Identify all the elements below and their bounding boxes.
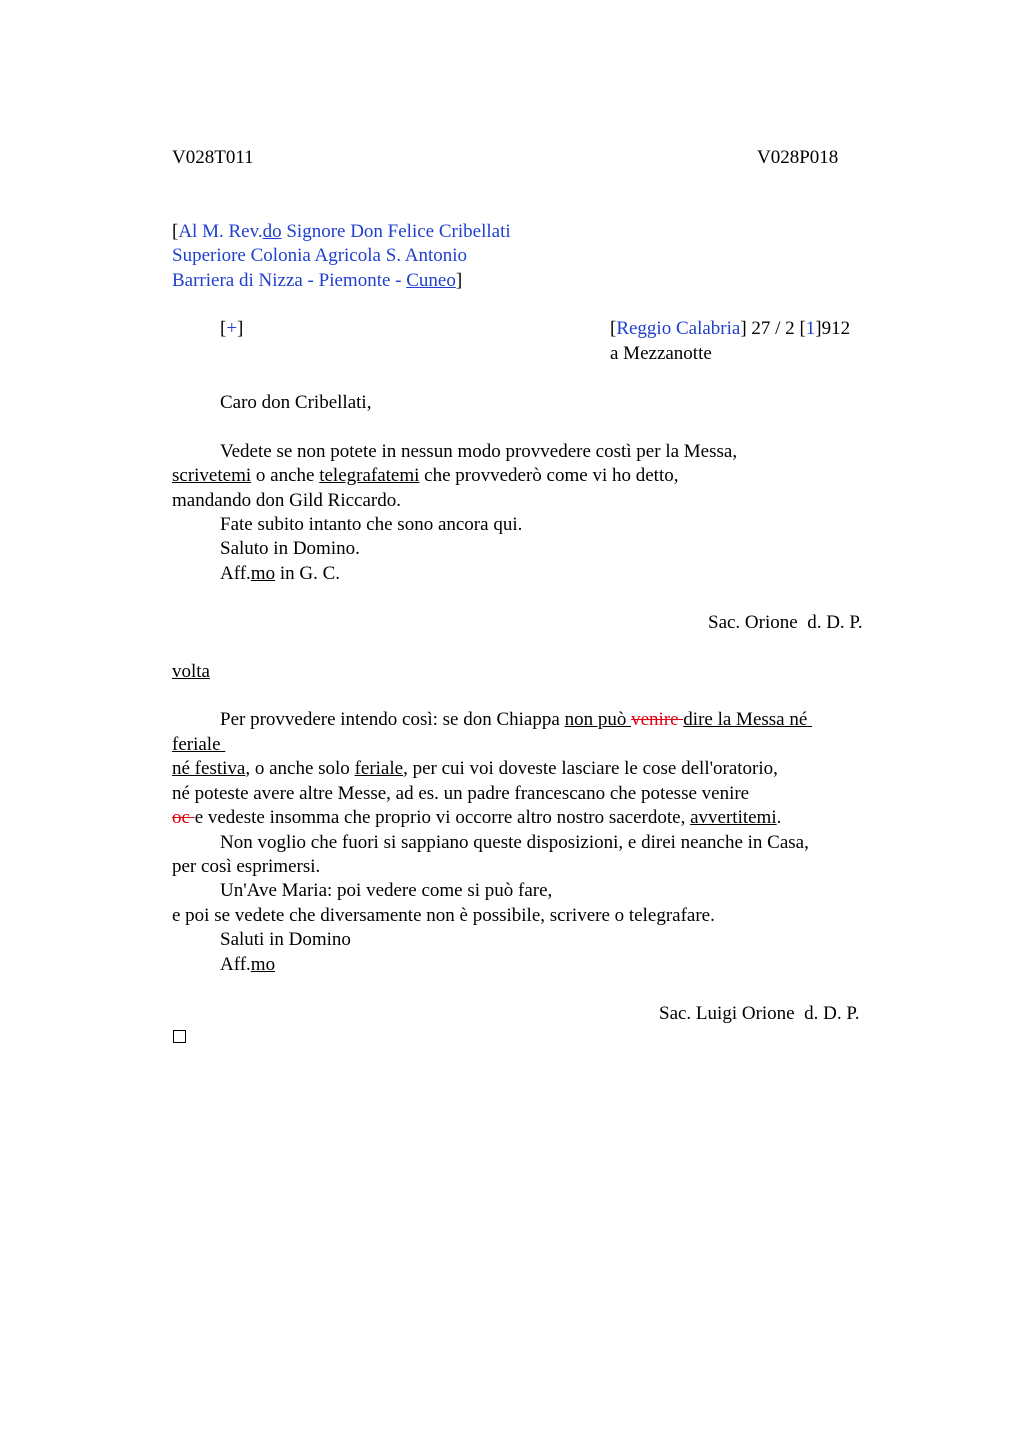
letter2-line: né festiva, o anche solo feriale, per cui voi doveste lasciare le cose dell'oratorio, — [172, 758, 778, 779]
letter2-line: Non voglio che fuori si sappiano queste disposizioni, e direi neanche in Casa, — [220, 832, 809, 853]
letter1-line: scrivetemi o anche telegrafatemi che provvederò come vi ho detto, — [172, 465, 679, 486]
letter2-line: Saluti in Domino — [220, 929, 351, 950]
signature-1: Sac. Orione d. D. P. — [708, 612, 863, 633]
letter2-closing: Aff.mo — [220, 954, 276, 975]
letter2-line: oc e vedeste insomma che proprio vi occorre altro nostro sacerdote, avvertitemi. — [172, 807, 782, 828]
salutation: Caro don Cribellati, — [220, 392, 372, 413]
letter2-line: feriale — [172, 734, 221, 755]
turn-note: volta — [172, 661, 210, 682]
dateline: [Reggio Calabria] 27 / 2 [1]912 — [610, 318, 851, 339]
address-line-1: [Al M. Rev.do Signore Don Felice Cribellati — [172, 221, 511, 242]
letter1-line: mandando don Gild Riccardo. — [172, 490, 402, 511]
letter2-line: e poi se vedete che diversamente non è possibile, scrivere o telegrafare. — [172, 905, 715, 926]
letter1-line: Vedete se non potete in nessun modo provvedere costì per la Messa, — [220, 441, 738, 462]
letter1-line: Fate subito intanto che sono ancora qui. — [220, 514, 523, 535]
letter2-line: né poteste avere altre Messe, ad es. un padre francescano che potesse venire — [172, 783, 750, 804]
address-line-2: Superiore Colonia Agricola S. Antonio — [172, 245, 468, 266]
letter1-line: Saluto in Domino. — [220, 538, 360, 559]
letter2-line: per così esprimersi. — [172, 856, 321, 877]
letter1-closing: Aff.mo in G. C. — [220, 563, 341, 584]
doc-code-left: V028T011 — [172, 147, 254, 168]
letter2-line: Per provvedere intendo così: se don Chiappa non può venire dire la Messa né — [220, 709, 808, 730]
address-line-3: Barriera di Nizza - Piemonte - Cuneo] — [172, 270, 463, 291]
cross-mark: [+] — [220, 318, 244, 339]
end-box-icon — [173, 1030, 186, 1043]
signature-2: Sac. Luigi Orione d. D. P. — [659, 1003, 860, 1024]
letter2-line: Un'Ave Maria: poi vedere come si può fare, — [220, 880, 553, 901]
dateline-time: a Mezzanotte — [610, 343, 712, 364]
doc-code-right: V028P018 — [757, 147, 839, 168]
